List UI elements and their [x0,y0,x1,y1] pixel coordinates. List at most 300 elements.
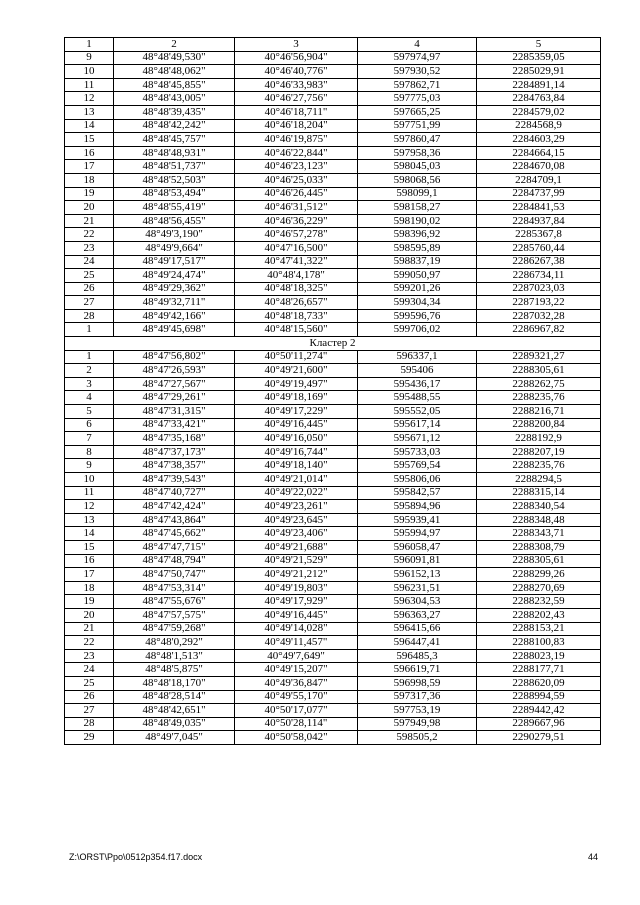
table-row [65,65,601,79]
table-cell: 15 [65,540,114,554]
table-cell: 48°49'7,045" [114,731,235,745]
table-cell: 2284568,9 [477,119,601,133]
table-cell: 10 [65,473,114,487]
table-cell: 22 [65,636,114,650]
table-cell: 40°49'16,445" [235,418,358,432]
table-row [65,486,601,500]
table-cell: 2285359,05 [477,51,601,65]
table-cell: 598158,27 [358,201,477,215]
table-cell: 48°47'29,261" [114,391,235,405]
table-row [65,500,601,514]
table-row [65,269,601,283]
header-cell: 5 [477,38,601,52]
table-cell: 48°48'39,435" [114,105,235,119]
table-row [65,350,601,364]
table-cell: 40°50'58,042" [235,731,358,745]
table-cell: 48°47'59,268" [114,622,235,636]
table-row [65,391,601,405]
table-cell: 48°47'33,421" [114,418,235,432]
table-cell: 2284841,53 [477,201,601,215]
table-row [65,568,601,582]
table-row [65,554,601,568]
table-row [65,704,601,718]
table-cell: 597862,71 [358,78,477,92]
table-row [65,296,601,310]
table-cell: 2284937,84 [477,214,601,228]
table-cell: 48°48'43,005" [114,92,235,106]
table-cell: 40°49'18,140" [235,459,358,473]
table-cell: 2288023,19 [477,649,601,663]
table-row [65,187,601,201]
table-cell: 40°49'21,212" [235,568,358,582]
table-row [65,513,601,527]
table-cell: 15 [65,133,114,147]
table-cell: 40°50'28,114" [235,717,358,731]
table-cell: 2284763,84 [477,92,601,106]
table-cell: 12 [65,500,114,514]
table-cell: 48°48'49,035" [114,717,235,731]
table-row [65,160,601,174]
table-cell: 599596,76 [358,309,477,323]
table-cell: 40°48'18,325" [235,282,358,296]
table-cell: 599050,97 [358,269,477,283]
table-cell: 48°47'42,424" [114,500,235,514]
table-cell: 595488,55 [358,391,477,405]
cluster-label-row [65,337,601,351]
table-cell: 21 [65,622,114,636]
table-cell: 1 [65,323,114,337]
table-cell: 25 [65,269,114,283]
table-cell: 40°49'16,050" [235,432,358,446]
table-cell: 48°47'37,173" [114,445,235,459]
table-cell: 2288294,5 [477,473,601,487]
table-cell: 2285029,91 [477,65,601,79]
table-cell: 40°49'11,457" [235,636,358,650]
table-cell: 2284664,15 [477,146,601,160]
table-cell: 2288192,9 [477,432,601,446]
table-cell: 48°47'38,357" [114,459,235,473]
table-cell: 40°48'15,560" [235,323,358,337]
table-cell: 2288100,83 [477,636,601,650]
table-row [65,418,601,432]
table-cell: 14 [65,527,114,541]
table-row [65,581,601,595]
table-cell: 23 [65,241,114,255]
table-row [65,51,601,65]
table-cell: 18 [65,173,114,187]
table-cell: 2288262,75 [477,377,601,391]
table-cell: 24 [65,255,114,269]
table-cell: 9 [65,51,114,65]
table-cell: 3 [65,377,114,391]
table-row [65,146,601,160]
table-cell: 14 [65,119,114,133]
table-cell: 27 [65,704,114,718]
table-cell: 48°49'42,166" [114,309,235,323]
table-cell: 2288620,09 [477,676,601,690]
table-cell: 597753,19 [358,704,477,718]
header-cell: 3 [235,38,358,52]
table-cell: 48°48'45,855" [114,78,235,92]
table-cell: 23 [65,649,114,663]
table-cell: 19 [65,595,114,609]
table-cell: 40°46'25,033" [235,173,358,187]
table-row [65,92,601,106]
table-row [65,473,601,487]
table-row [65,119,601,133]
table-cell: 48°47'45,662" [114,527,235,541]
table-cell: 40°49'17,229" [235,405,358,419]
table-cell: 11 [65,486,114,500]
table-cell: 48°47'27,567" [114,377,235,391]
table-cell: 40°46'18,711" [235,105,358,119]
table-row [65,622,601,636]
table-row [65,717,601,731]
table-cell: 40°47'41,322" [235,255,358,269]
table-cell: 17 [65,568,114,582]
table-cell: 9 [65,459,114,473]
table-cell: 21 [65,214,114,228]
table-cell: 1 [65,350,114,364]
table-cell: 2288235,76 [477,391,601,405]
table-cell: 2288177,71 [477,663,601,677]
table-cell: 2284709,1 [477,173,601,187]
table-cell: 16 [65,554,114,568]
table-row [65,649,601,663]
table-cell: 40°46'33,983" [235,78,358,92]
table-cell: 2288305,61 [477,364,601,378]
table-cell: 597751,99 [358,119,477,133]
table-cell: 595994,97 [358,527,477,541]
table-cell: 40°49'55,170" [235,690,358,704]
table-row [65,214,601,228]
table-header-row [65,38,601,52]
table-cell: 48°48'42,242" [114,119,235,133]
table-cell: 40°49'16,744" [235,445,358,459]
table-cell: 40°49'19,497" [235,377,358,391]
table-cell: 596485,3 [358,649,477,663]
table-cell: 596231,51 [358,581,477,595]
table-row [65,133,601,147]
table-cell: 48°47'50,747" [114,568,235,582]
table-cell: 595939,41 [358,513,477,527]
table-cell: 48°49'3,190" [114,228,235,242]
table-cell: 40°47'16,500" [235,241,358,255]
table-cell: 2288308,79 [477,540,601,554]
table-cell: 2288207,19 [477,445,601,459]
table-cell: 2288200,84 [477,418,601,432]
table-cell: 598099,1 [358,187,477,201]
table-cell: 598068,56 [358,173,477,187]
table-cell: 2284579,02 [477,105,601,119]
table-cell: 40°48'4,178" [235,269,358,283]
table-cell: 40°46'57,278" [235,228,358,242]
table-cell: 40°49'21,529" [235,554,358,568]
table-cell: 595671,12 [358,432,477,446]
table-cell: 2288343,71 [477,527,601,541]
table-cell: 48°47'43,864" [114,513,235,527]
table-cell: 596304,53 [358,595,477,609]
table-row [65,731,601,745]
table-row [65,105,601,119]
table-cell: 2286734,11 [477,269,601,283]
table-cell: 2287193,22 [477,296,601,310]
table-cell: 596998,59 [358,676,477,690]
table-cell: 48°47'48,794" [114,554,235,568]
table-cell: 598505,2 [358,731,477,745]
table-cell: 48°47'26,593" [114,364,235,378]
table-cell: 40°49'36,847" [235,676,358,690]
table-cell: 4 [65,391,114,405]
table-cell: 48°47'57,575" [114,608,235,622]
table-cell: 48°47'53,314" [114,581,235,595]
table-cell: 40°46'27,756" [235,92,358,106]
table-cell: 40°46'19,875" [235,133,358,147]
table-cell: 25 [65,676,114,690]
table-cell: 40°49'14,028" [235,622,358,636]
table-cell: 48°47'40,727" [114,486,235,500]
table-cell: 596447,41 [358,636,477,650]
table-cell: 2286267,38 [477,255,601,269]
table-cell: 22 [65,228,114,242]
table-cell: 2288994,59 [477,690,601,704]
table-row [65,228,601,242]
table-cell: 596058,47 [358,540,477,554]
header-cell: 4 [358,38,477,52]
table-cell: 596152,13 [358,568,477,582]
table-cell: 596619,71 [358,663,477,677]
table-cell: 17 [65,160,114,174]
table-cell: 40°49'21,688" [235,540,358,554]
table-cell: 2284891,14 [477,78,601,92]
table-cell: 40°49'16,445" [235,608,358,622]
table-cell: 48°48'1,513" [114,649,235,663]
table-cell: 2286967,82 [477,323,601,337]
table-cell: 48°47'56,802" [114,350,235,364]
table-cell: 598396,92 [358,228,477,242]
table-cell: 597860,47 [358,133,477,147]
table-cell: 40°46'31,512" [235,201,358,215]
table-row [65,364,601,378]
table-cell: 2287023,03 [477,282,601,296]
table-cell: 48°48'51,737" [114,160,235,174]
table-cell: 598190,02 [358,214,477,228]
table-row [65,608,601,622]
table-cell: 13 [65,105,114,119]
table-cell: 2284737,99 [477,187,601,201]
table-cell: 2288153,21 [477,622,601,636]
table-cell: 40°48'18,733" [235,309,358,323]
table-cell: 6 [65,418,114,432]
table-cell: 2288299,26 [477,568,601,582]
table-row [65,173,601,187]
table-cell: 48°48'56,455" [114,214,235,228]
table-cell: 12 [65,92,114,106]
table-row [65,201,601,215]
table-cell: 2288235,76 [477,459,601,473]
table-row [65,405,601,419]
table-cell: 11 [65,78,114,92]
table-cell: 27 [65,296,114,310]
table-cell: 8 [65,445,114,459]
table-cell: 40°48'26,657" [235,296,358,310]
table-cell: 40°50'17,077" [235,704,358,718]
table-cell: 40°49'17,929" [235,595,358,609]
table-cell: 48°48'52,503" [114,173,235,187]
table-cell: 40°46'36,229" [235,214,358,228]
table-cell: 598837,19 [358,255,477,269]
table-cell: 595552,05 [358,405,477,419]
table-cell: 595733,03 [358,445,477,459]
table-cell: 48°49'29,362" [114,282,235,296]
table-cell: 2 [65,364,114,378]
table-row [65,255,601,269]
table-cell: 48°47'31,315" [114,405,235,419]
table-row [65,432,601,446]
table-cell: 2284670,08 [477,160,601,174]
table-cell: 595842,57 [358,486,477,500]
table-cell: 597775,03 [358,92,477,106]
table-cell: 40°46'18,204" [235,119,358,133]
table-cell: 40°46'23,123" [235,160,358,174]
table-cell: 2289321,27 [477,350,601,364]
table-cell: 16 [65,146,114,160]
table-cell: 2288232,59 [477,595,601,609]
file-path: Z:\ORST\Ppo\0512p354.f17.docx [69,852,203,862]
header-cell: 2 [114,38,235,52]
table-cell: 48°47'47,715" [114,540,235,554]
table-row [65,527,601,541]
table-cell: 7 [65,432,114,446]
table-cell: 40°49'22,022" [235,486,358,500]
table-cell: 5 [65,405,114,419]
table-row [65,78,601,92]
table-cell: 48°49'24,474" [114,269,235,283]
table-cell: 40°49'19,803" [235,581,358,595]
table-cell: 48°49'45,698" [114,323,235,337]
table-cell: 29 [65,731,114,745]
table-cell: 599304,34 [358,296,477,310]
table-cell: 2290279,51 [477,731,601,745]
table-cell: 597949,98 [358,717,477,731]
table-cell: 28 [65,309,114,323]
table-row [65,595,601,609]
table-cell: 595436,17 [358,377,477,391]
table-cell: 10 [65,65,114,79]
table-row [65,282,601,296]
table-cell: 597317,36 [358,690,477,704]
table-row [65,309,601,323]
table-cell: 2288348,48 [477,513,601,527]
table-cell: 48°48'55,419" [114,201,235,215]
table-cell: 48°48'42,651" [114,704,235,718]
table-cell: 2288216,71 [477,405,601,419]
table-cell: 48°49'9,664" [114,241,235,255]
table-cell: 40°49'23,261" [235,500,358,514]
table-cell: 48°49'17,517" [114,255,235,269]
table-cell: 40°49'18,169" [235,391,358,405]
table-cell: 596363,27 [358,608,477,622]
table-cell: 24 [65,663,114,677]
table-cell: 2288315,14 [477,486,601,500]
table-row [65,690,601,704]
table-cell: 26 [65,690,114,704]
table-cell: 2288270,69 [477,581,601,595]
table-row [65,323,601,337]
table-cell: 48°48'49,530" [114,51,235,65]
table-cell: 2284603,29 [477,133,601,147]
table-cell: 595894,96 [358,500,477,514]
table-cell: 2288202,43 [477,608,601,622]
header-cell: 1 [65,38,114,52]
table-row [65,540,601,554]
table-cell: 40°50'11,274" [235,350,358,364]
table-cell: 595806,06 [358,473,477,487]
table-row [65,676,601,690]
table-cell: 40°46'26,445" [235,187,358,201]
table-row [65,459,601,473]
table-cell: 48°48'5,875" [114,663,235,677]
table-cell: 48°48'45,757" [114,133,235,147]
table-cell: 2289442,42 [477,704,601,718]
table-cell: 19 [65,187,114,201]
table-cell: 40°49'23,645" [235,513,358,527]
table-cell: 595406 [358,364,477,378]
table-cell: 40°49'7,649" [235,649,358,663]
table-cell: 597665,25 [358,105,477,119]
table-cell: 597974,97 [358,51,477,65]
table-cell: 40°49'21,600" [235,364,358,378]
table-cell: 48°47'35,168" [114,432,235,446]
table-cell: 48°47'55,676" [114,595,235,609]
table-row [65,636,601,650]
table-cell: 48°48'0,292" [114,636,235,650]
page-number: 44 [587,852,598,862]
table-cell: 48°48'28,514" [114,690,235,704]
table-row [65,377,601,391]
table-cell: 2289667,96 [477,717,601,731]
table-cell: 26 [65,282,114,296]
table-cell: 20 [65,201,114,215]
table-cell: 48°47'39,543" [114,473,235,487]
table-cell: 596091,81 [358,554,477,568]
table-cell: 28 [65,717,114,731]
table-cell: 597930,52 [358,65,477,79]
table-cell: 598045,03 [358,160,477,174]
table-cell: 2285367,8 [477,228,601,242]
table-cell: 595617,14 [358,418,477,432]
table-cell: 597958,36 [358,146,477,160]
table-cell: 599201,26 [358,282,477,296]
coordinates-table [64,37,601,745]
table-cell: 48°48'53,494" [114,187,235,201]
table-cell: 48°49'32,711" [114,296,235,310]
table-cell: 13 [65,513,114,527]
table-cell: 596337,1 [358,350,477,364]
table-cell: 40°46'40,776" [235,65,358,79]
coordinates-table-body [65,38,601,745]
table-cell: 2288305,61 [477,554,601,568]
table-cell: 599706,02 [358,323,477,337]
table-cell: 596415,66 [358,622,477,636]
table-cell: 2285760,44 [477,241,601,255]
table-cell: 40°49'21,014" [235,473,358,487]
table-cell: 595769,54 [358,459,477,473]
table-cell: 40°46'56,904" [235,51,358,65]
table-cell: 40°49'15,207" [235,663,358,677]
table-cell: 598595,89 [358,241,477,255]
table-cell: 48°48'48,062" [114,65,235,79]
